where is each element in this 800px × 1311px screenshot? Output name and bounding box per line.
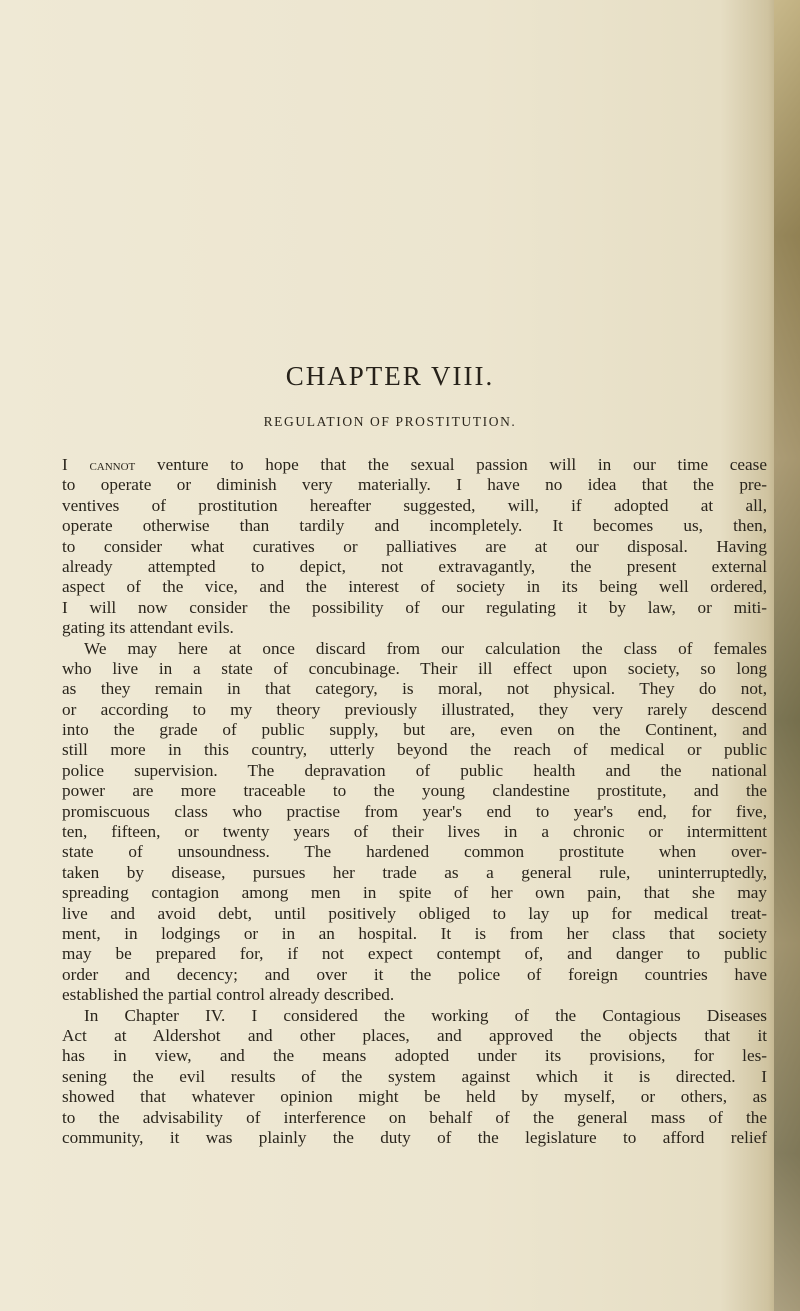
text-line: sening the evil results of the system against which it is directed. I xyxy=(62,1066,767,1086)
text-line: operate otherwise than tardily and incompletely. It becomes us, then, xyxy=(62,516,767,536)
text-line: showed that whatever opinion might be held by myself, or others, as xyxy=(62,1087,767,1107)
chapter-subtitle: REGULATION OF PROSTITUTION. xyxy=(263,414,517,429)
chapter-body-text xyxy=(62,455,767,1148)
text-line: I cannot venture to hope that the sexual passion will in our time cease xyxy=(62,455,768,474)
text-line: gating its attendant evils. xyxy=(62,618,234,638)
text-line: ment, in lodgings or in an hospital. It is from her class that society xyxy=(62,923,767,943)
text-line: ten, fifteen, or twenty years of their lives in a chronic or intermittent xyxy=(62,822,767,842)
text-line: power are more traceable to the young clandestine prostitute, and the xyxy=(62,781,767,801)
text-line: into the grade of public supply, but are, even on the Continent, and xyxy=(62,720,767,740)
text-line: I will now consider the possibility of our regulating it by law, or miti- xyxy=(62,597,767,617)
text-line: Act at Aldershot and other places, and approved the objects that it xyxy=(62,1025,767,1045)
text-line: order and decency; and over it the police of foreign countries have xyxy=(62,964,767,984)
text-line: In Chapter IV. I considered the working of the Contagious Diseases xyxy=(84,1005,767,1025)
text-line: aspect of the vice, and the interest of society in its being well ordered, xyxy=(62,577,767,597)
text-line: to operate or diminish very materially. I have no idea that the pre- xyxy=(62,475,767,495)
text-line: still more in this country, utterly beyond the reach of medical or public xyxy=(62,740,767,760)
text-line: to the advisability of interference on behalf of the general mass of the xyxy=(62,1107,767,1127)
text-line: police supervision. The depravation of public health and the national xyxy=(62,760,767,780)
text-line: spreading contagion among men in spite of her own pain, that she may xyxy=(62,883,767,903)
text-line: already attempted to depict, not extravagantly, the present external xyxy=(62,556,767,576)
text-line: ventives of prostitution hereafter suggested, will, if adopted at all, xyxy=(62,495,767,515)
text-line: We may here at once discard from our calculation the class of females xyxy=(84,638,767,658)
text-line: or according to my theory previously illustrated, they very rarely descend xyxy=(62,699,767,719)
text-line: to consider what curatives or palliatives are at our disposal. Having xyxy=(62,536,767,556)
text-line: established the partial control already described. xyxy=(62,985,395,1005)
text-line: community, it was plainly the duty of the legislature to afford relief xyxy=(62,1127,767,1147)
text-line: as they remain in that category, is moral, not physical. They do not, xyxy=(62,679,767,699)
text-line: has in view, and the means adopted under its provisions, for les- xyxy=(62,1046,767,1066)
page-gutter-shadow xyxy=(774,0,800,1311)
text-line: live and avoid debt, until positively obliged to lay up for medical treat- xyxy=(62,903,767,923)
chapter-title: CHAPTER VIII. xyxy=(285,361,495,391)
text-line: who live in a state of concubinage. Their ill effect upon society, so long xyxy=(62,658,767,678)
text-line: state of unsoundness. The hardened common prostitute when over- xyxy=(62,842,767,862)
text-line: may be prepared for, if not expect contempt of, and danger to public xyxy=(62,944,767,964)
text-line: promiscuous class who practise from year's end to year's end, for five, xyxy=(62,801,767,821)
text-line: taken by disease, pursues her trade as a general rule, uninterruptedly, xyxy=(62,862,767,882)
